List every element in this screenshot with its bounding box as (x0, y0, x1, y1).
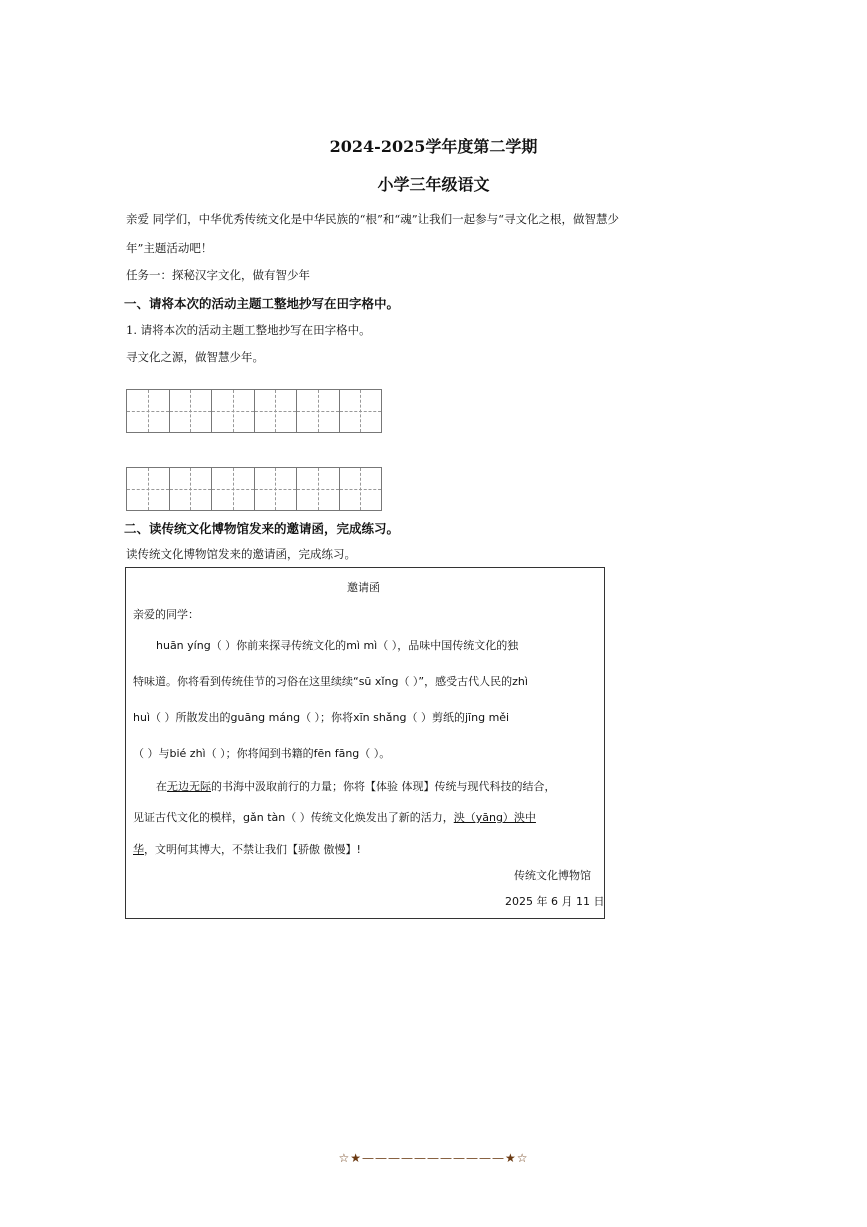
letter-text: 见证古代文化的模样， (133, 811, 243, 824)
blank-text: （ ）与 (133, 747, 170, 760)
pinyin-fenfang: fēn fāng (313, 747, 360, 760)
letter-line-6 (133, 809, 536, 825)
underlined-phrase: 泱（yāng）泱中 (453, 811, 536, 824)
tianzige-cell[interactable] (127, 468, 170, 510)
tianzige-cell[interactable] (255, 468, 298, 510)
tianzige-cell[interactable] (255, 390, 298, 432)
question-1: 1. 请将本次的活动主题工整地抄写在田字格中。 (126, 323, 371, 337)
blank-text: （ ）你前来探寻传统文化的 (210, 639, 347, 652)
tianzige-cell[interactable] (212, 390, 255, 432)
letter-text: 的书海中汲取前行的力量；你将【体验 体现】传统与现代科技的结合， (211, 780, 556, 793)
letter-line-2 (133, 673, 528, 689)
blank-text: （ ）”，感受古代人民的 (398, 675, 513, 688)
letter-text: 特味道。你将看到传统佳节的习俗在这里续续“ (133, 675, 359, 688)
page-title: 2024-2025学年度第二学期 (329, 137, 538, 156)
letter-text: ，文明何其博大，不禁让我们【骄傲 傲慢】! (144, 843, 361, 856)
theme-text: 寻文化之源，做智慧少年。 (126, 350, 264, 364)
section-2-heading: 二、读传统文化博物馆发来的邀请函，完成练习。 (124, 521, 400, 536)
tianzige-cell[interactable] (297, 468, 340, 510)
tianzige-cell[interactable] (170, 468, 213, 510)
tianzige-cell[interactable] (340, 468, 382, 510)
blank-text: （ ）。 (359, 747, 391, 760)
letter-line-7 (133, 841, 361, 857)
pinyin-mimi: mì mì (346, 639, 378, 652)
pinyin-guangmang: guāng máng (230, 711, 301, 724)
pinyin-xinshang: xīn shǎng (353, 711, 407, 724)
page-subtitle: 小学三年级语文 (377, 175, 490, 194)
tianzige-cell[interactable] (340, 390, 382, 432)
pinyin-gantan: gǎn tàn (243, 811, 286, 824)
pinyin-zhi: zhì (512, 675, 528, 688)
blank-text: （ ）；你将 (300, 711, 354, 724)
underlined-phrase: 无边无际 (167, 780, 211, 793)
pinyin-hui: huì (133, 711, 150, 724)
tianzige-row-1[interactable] (126, 389, 382, 433)
section-2-subheading: 读传统文化博物馆发来的邀请函，完成练习。 (126, 547, 356, 561)
letter-line-4 (133, 745, 390, 761)
blank-text: （ ）；你将闻到书籍的 (205, 747, 314, 760)
letter-greeting: 亲爱的同学： (133, 608, 199, 621)
pinyin-huanying: huān yíng (156, 639, 211, 652)
blank-text: （ ）所散发出的 (150, 711, 231, 724)
pinyin-suxing: sū xǐng (358, 675, 399, 688)
letter-text: 在 (156, 780, 167, 793)
tianzige-cell[interactable] (297, 390, 340, 432)
blank-text: （ ），品味中国传统文化的独 (377, 639, 519, 652)
pinyin-jingmei: jīng měi (465, 711, 510, 724)
letter-title: 邀请函 (347, 581, 380, 594)
tianzige-row-2[interactable] (126, 467, 382, 511)
tianzige-cell[interactable] (127, 390, 170, 432)
intro-line-2: 年”主题活动吧！ (126, 241, 213, 255)
blank-text: （ ）传统文化焕发出了新的活力， (285, 811, 454, 824)
tianzige-cell[interactable] (170, 390, 213, 432)
letter-date: 2025 年 6 月 11 日 (505, 895, 605, 908)
section-1-heading: 一、请将本次的活动主题工整地抄写在田字格中。 (124, 296, 400, 311)
task-label: 任务一：探秘汉字文化，做有智少年 (126, 268, 310, 282)
letter-signature: 传统文化博物馆 (514, 869, 591, 882)
letter-line-5 (156, 778, 556, 794)
tianzige-cell[interactable] (212, 468, 255, 510)
letter-line-3 (133, 709, 509, 725)
blank-text: （ ）剪纸的 (406, 711, 465, 724)
intro-line-1: 亲爱 同学们，中华优秀传统文化是中华民族的“根”和“魂”让我们一起参与“寻文化之根，做智慧少 (126, 212, 620, 226)
underlined-phrase: 华 (133, 843, 144, 856)
footer-decoration: ☆★———————————★☆ (338, 1151, 529, 1165)
pinyin-biezhi: bié zhì (169, 747, 206, 760)
letter-line-1 (156, 637, 518, 653)
